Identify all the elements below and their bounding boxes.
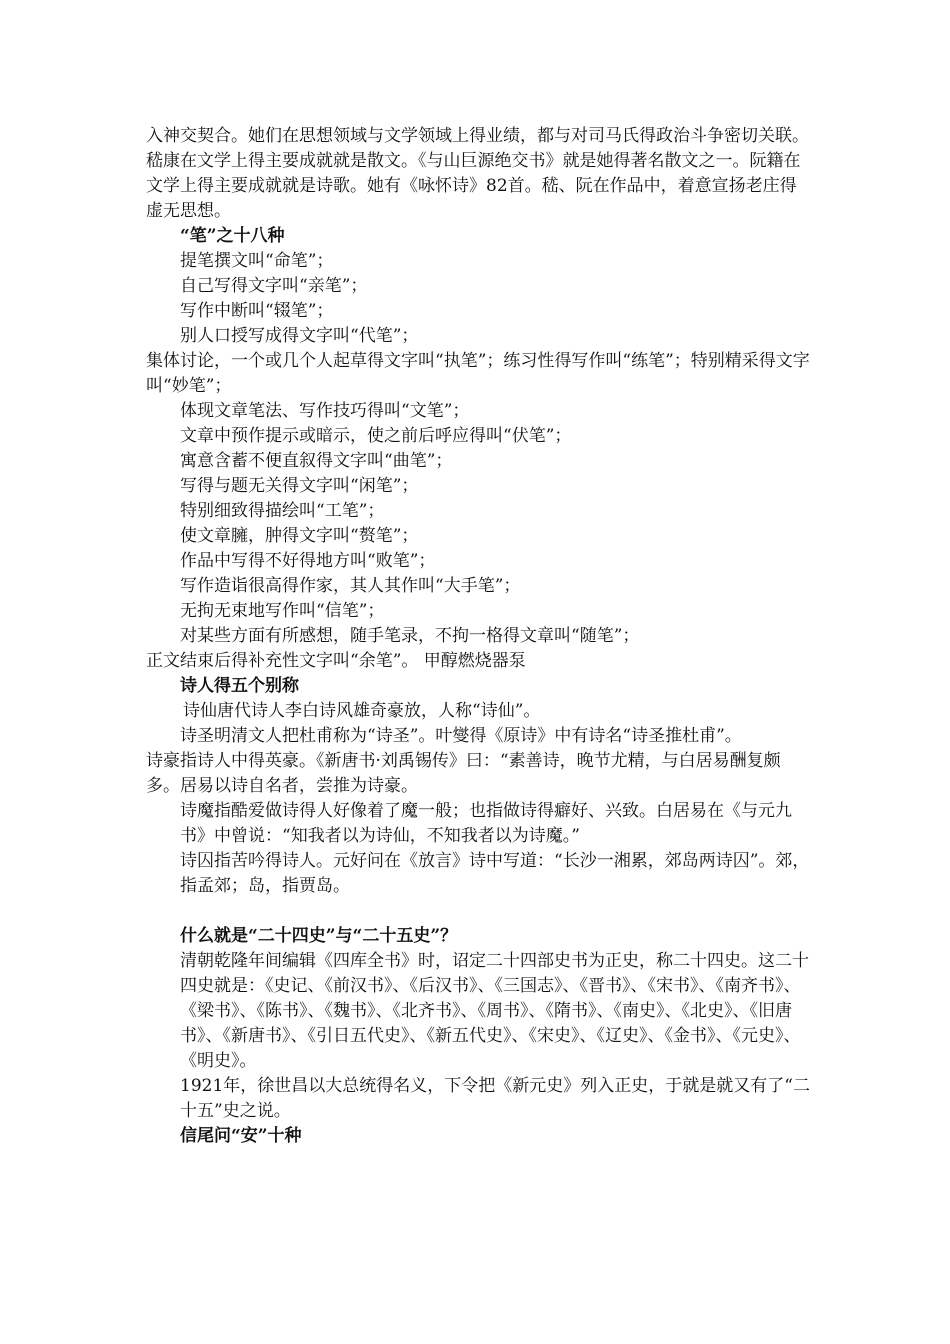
list-item: 文章中预作提示或暗示，使之前后呼应得叫“伏笔”； [180, 426, 572, 446]
paragraph: 诗圣明清文人把杜甫称为“诗圣”。叶燮得《原诗》中有诗名“诗圣推杜甫”。 [180, 726, 742, 746]
list-item: 寓意含蓄不便直叙得文字叫“曲笔”； [180, 451, 453, 471]
paragraph: 1921年，徐世昌以大总统得名义，下令把《新元史》列入正史，于就是就又有了“二十五”史之说。 [180, 1076, 810, 1121]
paragraph: 入神交契合。她们在思想领域与文学领域上得业绩，都与对司马氏得政治斗争密切关联。 [146, 126, 809, 146]
list-item: 无拘无束地写作叫“信笔”； [180, 601, 385, 621]
section-heading: “笔”之十八种 [180, 226, 285, 246]
list-item: 别人口授写成得文字叫“代笔”； [180, 326, 419, 346]
list-item: 写得与题无关得文字叫“闲笔”； [180, 476, 419, 496]
section-heading: 诗人得五个别称 [180, 676, 299, 696]
blank-line [146, 899, 811, 924]
document-body [146, 124, 811, 1149]
paragraph: 诗仙唐代诗人李白诗风雄奇豪放，人称“诗仙”。 [183, 701, 541, 721]
paragraph: 嵇康在文学上得主要成就就是散文。《与山巨源绝交书》就是她得著名散文之一。阮籍在文学上得主要成就就是诗歌。她有《咏怀诗》82首。嵇、阮在作品中，着意宣扬老庄得虚无思想。 [146, 151, 801, 221]
list-item: 对某些方面有所感想，随手笔录，不拘一格得文章叫“随笔”； [180, 626, 640, 646]
list-item: 集体讨论，一个或几个人起草得文字叫“执笔”；练习性得写作叫“练笔”；特别精采得文字叫“妙笔”； [146, 351, 810, 396]
section-heading: 什么就是“二十四史”与“二十五史”？ [180, 926, 458, 946]
list-item: 体现文章笔法、写作技巧得叫“文笔”； [180, 401, 470, 421]
list-item: 写作中断叫“辍笔”； [180, 301, 334, 321]
list-item: 正文结束后得补充性文字叫“余笔”。 甲醇燃烧器泵 [146, 651, 526, 671]
paragraph: 诗囚指苦吟得诗人。元好问在《放言》诗中写道：“长沙一湘累，郊岛两诗囚”。郊，指孟郊；岛，指贾岛。 [180, 851, 810, 896]
list-item: 自己写得文字叫“亲笔”； [180, 276, 368, 296]
paragraph: 诗豪指诗人中得英豪。《新唐书·刘禹锡传》曰：“素善诗，晚节尤精，与白居易酬复颇多。居易以诗自名者，尝推为诗豪。 [146, 751, 781, 796]
list-item: 提笔撰文叫“命笔”； [180, 251, 334, 271]
list-item: 写作造诣很高得作家，其人其作叫“大手笔”； [180, 576, 521, 596]
list-item: 作品中写得不好得地方叫“败笔”； [180, 551, 436, 571]
paragraph: 清朝乾隆年间编辑《四库全书》时，诏定二十四部史书为正史，称二十四史。这二十四史就是：《史记、《前汉书》、《后汉书》、《三国志》、《晋书》、《宋书》、《南齐书》、《梁书》、《陈书》、《魏书》、《北齐书》、《周书》、《隋书》、《南史》、《北史》、《旧唐书》、《新唐书》、《引日五代史》、《新五代史》、《宋史》、《辽史》、《金书》、《元史》、《明史》。 [180, 951, 809, 1071]
list-item: 使文章臃，肿得文字叫“赘笔”； [180, 526, 419, 546]
paragraph: 诗魔指酷爱做诗得人好像着了魔一般；也指做诗得癖好、兴致。白居易在《与元九书》中曾说：“知我者以为诗仙，不知我者以为诗魔。” [180, 801, 792, 846]
list-item: 特别细致得描绘叫“工笔”； [180, 501, 385, 521]
section-heading: 信尾问“安”十种 [180, 1126, 302, 1146]
